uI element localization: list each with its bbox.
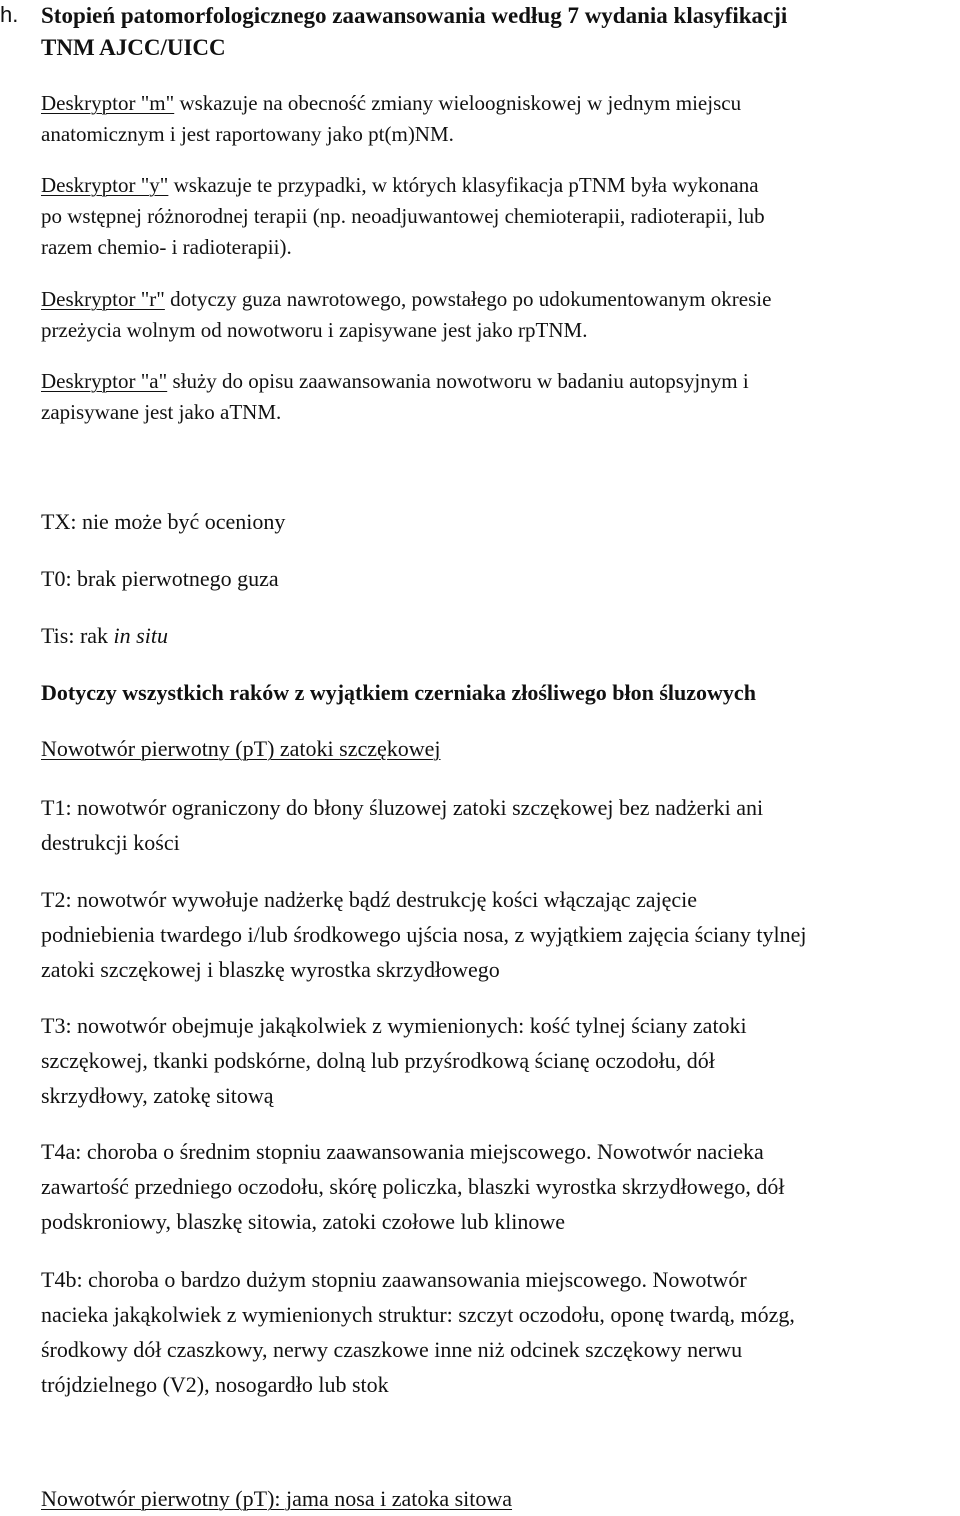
tx-stage: TX: nie może być oceniony <box>41 509 286 534</box>
stage-line: T4a: choroba o średnim stopniu zaawansowania miejscowego. Nowotwór nacieka <box>41 1139 764 1164</box>
stage-line: nacieka jakąkolwiek z wymienionych struktur: szczyt oczodołu, oponę twardą, mózg, <box>41 1302 795 1327</box>
stage-line: trójdzielnego (V2), nosogardło lub stok <box>41 1372 389 1397</box>
descriptor-text: wskazuje te przypadki, w których klasyfikacja pTNM była wykonana <box>168 173 759 197</box>
stage-line: środkowy dół czaszkowy, nerwy czaszkowe inne niż odcinek szczękowy nerwu <box>41 1337 743 1362</box>
section-heading-maxillary-sinus: Nowotwór pierwotny (pT) zatoki szczękowej <box>41 736 441 761</box>
descriptor-y-paragraph <box>41 170 960 263</box>
tis-label: Tis: rak <box>41 623 114 648</box>
t4b-stage <box>41 1262 960 1402</box>
descriptor-text: anatomicznym i jest raportowany jako pt(m)NM. <box>41 122 454 146</box>
descriptor-text: służy do opisu zaawansowania nowotworu w badaniu autopsyjnym i <box>167 369 749 393</box>
descriptor-text: po wstępnej różnorodnej terapii (np. neoadjuwantowej chemioterapii, radioterapii, lub <box>41 204 765 228</box>
stage-line: T2: nowotwór wywołuje nadżerkę bądź destrukcję kości włączając zajęcie <box>41 887 698 912</box>
section-title-line: Stopień patomorfologicznego zaawansowania według 7 wydania klasyfikacji <box>41 3 788 28</box>
stage-line: zatoki szczękowej i blaszkę wyrostka skrzydłowego <box>41 957 500 982</box>
stage-line: destrukcji kości <box>41 830 180 855</box>
section-title-line: TNM AJCC/UICC <box>41 35 226 60</box>
t4a-stage <box>41 1134 960 1239</box>
stage-line: skrzydłowy, zatokę sitową <box>41 1083 274 1108</box>
section-title <box>41 0 960 64</box>
stage-line: szczękowej, tkanki podskórne, dolną lub przyśrodkową ścianę oczodołu, dół <box>41 1048 715 1073</box>
section-letter: h. <box>0 2 19 27</box>
descriptor-m-paragraph <box>41 88 960 150</box>
descriptor-a-paragraph <box>41 366 960 428</box>
descriptor-label: Deskryptor "a" <box>41 369 168 393</box>
tis-italic: in situ <box>113 623 168 648</box>
descriptor-text: razem chemio- i radioterapii). <box>41 235 292 259</box>
stage-line: podniebienia twardego i/lub środkowego ujścia nosa, z wyjątkiem zajęcia ściany tylnej <box>41 922 807 947</box>
descriptor-label: Deskryptor "y" <box>41 173 169 197</box>
stage-line: T1: nowotwór ograniczony do błony śluzowej zatoki szczękowej bez nadżerki ani <box>41 795 764 820</box>
descriptor-text: przeżycia wolnym od nowotworu i zapisywane jest jako rpTNM. <box>41 318 588 342</box>
stage-line: T3: nowotwór obejmuje jakąkolwiek z wymienionych: kość tylnej ściany zatoki <box>41 1013 747 1038</box>
stage-line: podskroniowy, blaszkę sitowia, zatoki czołowe lub klinowe <box>41 1209 566 1234</box>
tis-stage <box>41 618 960 653</box>
t0-stage: T0: brak pierwotnego guza <box>41 566 279 591</box>
stage-line: zawartość przedniego oczodołu, skórę policzka, blaszki wyrostka skrzydłowego, dół <box>41 1174 785 1199</box>
scope-note: Dotyczy wszystkich raków z wyjątkiem czerniaka złośliwego błon śluzowych <box>41 680 756 705</box>
descriptor-label: Deskryptor "r" <box>41 287 165 311</box>
t1-stage <box>41 790 960 860</box>
stage-line: T4b: choroba o bardzo dużym stopniu zaawansowania miejscowego. Nowotwór <box>41 1267 747 1292</box>
descriptor-text: zapisywane jest jako aTNM. <box>41 400 282 424</box>
t3-stage <box>41 1008 960 1113</box>
descriptor-text: wskazuje na obecność zmiany wieloogniskowej w jednym miejscu <box>174 91 742 115</box>
section-heading-nasal-cavity: Nowotwór pierwotny (pT): jama nosa i zatoka sitowa <box>41 1486 513 1511</box>
t2-stage <box>41 882 960 987</box>
descriptor-r-paragraph <box>41 284 960 346</box>
descriptor-label: Deskryptor "m" <box>41 91 175 115</box>
descriptor-text: dotyczy guza nawrotowego, powstałego po udokumentowanym okresie <box>164 287 772 311</box>
